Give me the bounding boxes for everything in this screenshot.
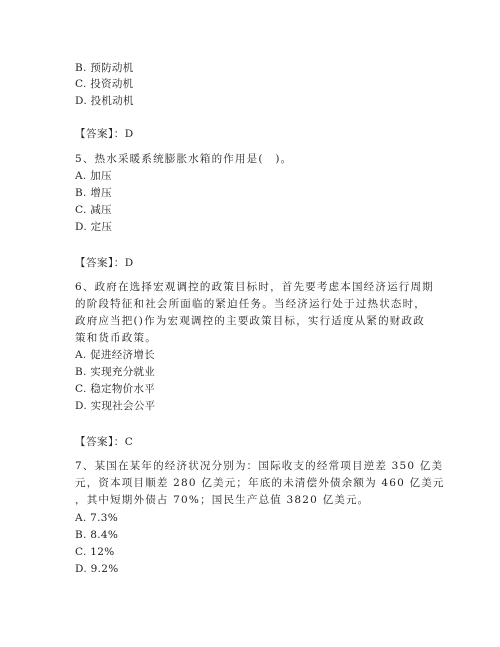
question-6-stem-line-4: 策和货币政策。 bbox=[75, 332, 157, 344]
question-6-stem-line-1: 6、政府在选择宏观调控的政策目标时，首先要考虑本国经济运行周期 bbox=[75, 281, 434, 293]
question-6-option-d: D. 实现社会公平 bbox=[75, 400, 156, 412]
question-7-stem-line-2: 元，资本项目顺差 280 亿美元；年底的未清偿外债余额为 460 亿美元 bbox=[75, 477, 445, 489]
question-6-stem-line-2: 的阶段特征和社会所面临的紧迫任务。当经济运行处于过热状态时， bbox=[75, 298, 426, 310]
question-7-option-b: B. 8.4% bbox=[75, 529, 119, 541]
question-5-option-b: B. 增压 bbox=[75, 187, 112, 199]
question-7-option-a: A. 7.3% bbox=[75, 512, 119, 524]
question-5-option-c: C. 减压 bbox=[75, 204, 112, 216]
question-7-stem-line-1: 7、某国在某年的经济状况分别为：国际收支的经常项目逆差 350 亿美 bbox=[75, 460, 444, 472]
answer-label: 【答案】：D bbox=[75, 128, 134, 140]
option-c: C. 投资动机 bbox=[75, 78, 134, 90]
question-6-stem-line-3: 政府应当把()作为宏观调控的主要政策目标，实行适度从紧的财政政 bbox=[75, 315, 425, 327]
option-b: B. 预防动机 bbox=[75, 62, 134, 74]
question-5-stem: 5、热水采暖系统膨胀水箱的作用是( )。 bbox=[75, 153, 293, 165]
question-7-option-c: C. 12% bbox=[75, 546, 115, 558]
question-6-option-c: C. 稳定物价水平 bbox=[75, 383, 156, 395]
question-5-option-d: D. 定压 bbox=[75, 221, 113, 233]
question-7-option-d: D. 9.2% bbox=[75, 563, 119, 575]
question-6-option-a: A. 促进经济增长 bbox=[75, 349, 155, 361]
question-5-answer: 【答案】：D bbox=[75, 257, 134, 269]
question-7-stem-line-3: ，其中短期外债占 70%；国民生产总值 3820 亿美元。 bbox=[75, 494, 370, 506]
question-6-option-b: B. 实现充分就业 bbox=[75, 366, 156, 378]
question-5-option-a: A. 加压 bbox=[75, 170, 112, 182]
option-d: D. 投机动机 bbox=[75, 95, 134, 107]
question-6-answer: 【答案】：C bbox=[75, 436, 134, 448]
